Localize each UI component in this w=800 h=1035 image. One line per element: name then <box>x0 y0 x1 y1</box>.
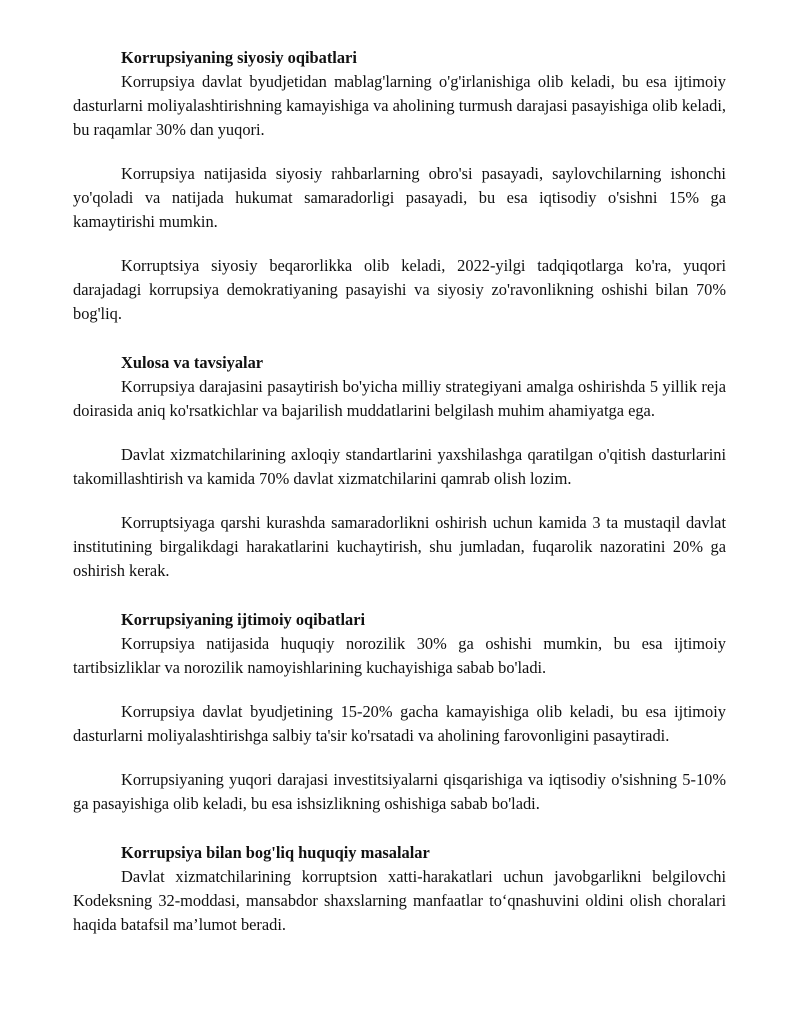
paragraph: Korruptsiya siyosiy beqarorlikka olib keladi, 2022-yilgi tadqiqotlarga ko'ra, yuqori darajadagi korrupsiya demokratiyaning pasayishi va siyosiy zo'ravonlikning oshishi bilan 70% bog'liq. <box>73 256 726 323</box>
section-heading: Korrupsiyaning siyosiy oqibatlari <box>121 48 357 67</box>
section-conclusions <box>73 351 726 583</box>
section-legal-issues <box>73 841 726 937</box>
paragraph: Davlat xizmatchilarining korruptsion xatti-harakatlari uchun javobgarlikni belgilovchi Kodeksning 32-moddasi, mansabdor shaxslarning manfaatlar to‘qnashuvini oldini olish choralari haqida batafsil ma’lumot beradi. <box>73 867 726 934</box>
paragraph: Korrupsiya natijasida siyosiy rahbarlarning obro'si pasayadi, saylovchilarning ishonchi yo'qoladi va natijada hukumat samaradorligi pasayadi, bu esa iqtisodiy o'sishni 15% ga kamaytirishi mumkin. <box>73 164 726 231</box>
paragraph: Korrupsiya darajasini pasaytirish bo'yicha milliy strategiyani amalga oshirishda 5 yillik reja doirasida aniq ko'rsatkichlar va bajarilish muddatlarini belgilash muhim ahamiyatga ega. <box>73 377 726 420</box>
paragraph: Korrupsiyaning yuqori darajasi investitsiyalarni qisqarishiga va iqtisodiy o'sishning 5-10% ga pasayishiga olib keladi, bu esa ishsizlikning oshishiga sabab bo'ladi. <box>73 770 726 813</box>
paragraph: Korruptsiyaga qarshi kurashda samaradorlikni oshirish uchun kamida 3 ta mustaqil davlat institutining birgalikdagi harakatlarini kuchaytirish, shu jumladan, fuqarolik nazoratini 20% ga oshirish kerak. <box>73 513 726 580</box>
paragraph: Davlat xizmatchilarining axloqiy standartlarini yaxshilashga qaratilgan o'qitish dasturlarini takomillashtirish va kamida 70% davlat xizmatchilarini qamrab olish lozim. <box>73 445 726 488</box>
section-social-consequences <box>73 608 726 816</box>
section-political-consequences <box>73 46 726 326</box>
paragraph: Korrupsiya davlat byudjetidan mablag'larning o'g'irlanishiga olib keladi, bu esa ijtimoiy dasturlarni moliyalashtirishning kamayishiga va aholining turmush darajasi pasayishiga olib keladi, bu raqamlar 30% dan yuqori. <box>73 72 726 139</box>
section-heading: Korrupsiyaning ijtimoiy oqibatlari <box>121 610 366 629</box>
document-page <box>73 46 726 937</box>
paragraph: Korrupsiya davlat byudjetining 15-20% gacha kamayishiga olib keladi, bu esa ijtimoiy dasturlarni moliyalashtirishga salbiy ta'sir ko'rsatadi va aholining farovonligini pasaytiradi. <box>73 702 726 745</box>
section-heading: Korrupsiya bilan bog'liq huquqiy masalalar <box>121 843 430 862</box>
section-heading: Xulosa va tavsiyalar <box>121 353 264 372</box>
paragraph: Korrupsiya natijasida huquqiy norozilik 30% ga oshishi mumkin, bu esa ijtimoiy tartibsizliklar va norozilik namoyishlarining kuchayishiga sabab bo'ladi. <box>73 634 726 677</box>
